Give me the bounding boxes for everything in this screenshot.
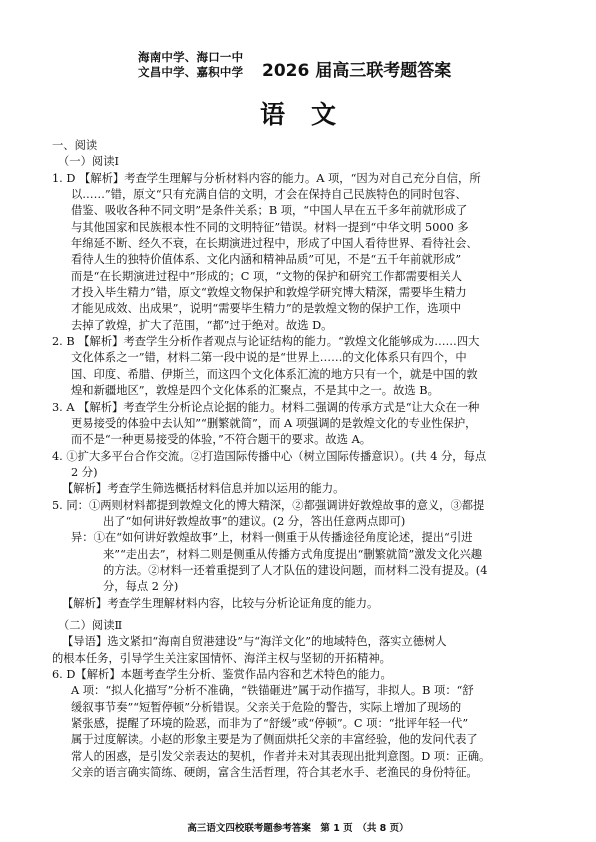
guide-line: 的根本任务，引导学生关注家国情怀、海洋主权与坚韧的开拓精神。: [52, 651, 391, 665]
answer-line: 的方法。②材料一还着重提到了人才队伍的建设问题，而材料二没有提及。(4: [103, 563, 488, 577]
answer-line: 属于过度解读。小赵的形象主要是为了侧面烘托父亲的丰富经验，他的发问代表了: [71, 733, 478, 747]
subsection-heading-reading-1: （一）阅读Ⅰ: [58, 155, 119, 169]
answer-line: 以……”错，原文“只有充满自信的文明，才会在保持自己民族特色的同时包容、: [71, 188, 467, 202]
guide-text: [52, 634, 562, 667]
answer-content: [52, 138, 562, 781]
answer-line: 更易接受的体验中去认知”“删繁就简”，而 A 项强调的是敦煌文化的专业性保护，: [71, 416, 477, 430]
answer-line: 缓叙事节奏”“短暂停顿”分析错误。父亲关于危险的警告，实际上增加了现场的: [71, 700, 462, 714]
answer-line: 而是“在长期演进过程中”形成的；C 项，“文物的保护和研究工作都需要相关人: [71, 269, 463, 283]
answer-line: 去掉了敦煌，扩大了范围，“都”过于绝对。故选 D。: [71, 318, 333, 332]
exam-title: 2026 届高三联考题答案: [262, 61, 452, 81]
answer-line: A 项：“拟人化描写”分析不准确，“铁锚砸进”属于动作描写，非拟人。B 项：“舒: [71, 684, 474, 698]
subsection-heading-reading-2: （二）阅读Ⅱ: [58, 618, 123, 632]
answer-line: 2. B 【解析】考查学生分析作者观点与论证结构的能力。“敦煌文化能够成为……四大: [52, 335, 480, 349]
answer-line: 借鉴、吸收各种不同文明”是条件关系；B 项，“中国人早在五千多年前就形成了: [71, 204, 468, 218]
section-heading-reading: 一、阅读: [52, 139, 98, 152]
answer-line: 煌和新疆地区”，敦煌是四个文化体系的汇聚点，不是其中之一。故选 B。: [71, 384, 439, 398]
schools-line-2: 文昌中学、嘉积中学: [138, 65, 244, 79]
answer-line: 异：①在“如何讲好敦煌故事”上，材料一侧重于从传播途径角度论述，提出“引进: [71, 531, 473, 545]
answer-line: 紧张感，提醒了环境的险恶，而非为了“舒缓”或“停顿”。C 项：“批评年轻一代”: [71, 717, 469, 731]
answer-line: 文化体系之一”错，材料二第一段中说的是“世界上……的文化体系只有四个，中: [71, 351, 467, 365]
guide-line: 【导语】选文紧扣“海南自贸港建设”与“海洋文化”的地域特色，落实立德树人: [62, 635, 447, 649]
answer-line: 出了“如何讲好敦煌故事”的建议。(2 分，答出任意两点即可): [103, 514, 406, 528]
answer-line: 国、印度、希腊、伊斯兰，而这四个文化体系汇流的地方只有一个，就是中国的敦: [71, 367, 478, 381]
page-footer: 高三语文四校联考题参考答案 第 1 页 （共 8 页）: [187, 823, 409, 834]
answer-q4: [52, 449, 562, 498]
answer-line: 父亲的语言确实简练、硬朗，富含生活哲理，符合其老水手、老渔民的身份特征。: [71, 766, 478, 780]
schools-line-1: 海南中学、海口一中: [138, 50, 244, 64]
answer-q1: [52, 171, 562, 334]
answer-line: 常人的困惑，是引发父亲表达的契机，作者并未对其表现出批判意图。D 项：正确。: [71, 749, 491, 763]
answer-line: 才投入毕生精力”错，原文“敦煌文物保护和敦煌学研究博大精深，需要毕生精力: [71, 286, 467, 300]
answer-line: 来”“走出去”，材料二则是侧重从传播方式角度提出“删繁就简”激发文化兴趣: [103, 547, 483, 561]
answer-line: 5. 同：①两则材料都提到敦煌文化的博大精深，②都强调讲好敦煌故事的意义，③都提: [52, 498, 485, 512]
answer-q3: [52, 400, 562, 449]
answer-line: 4. ①扩大多平台合作交流。②打造国际传播中心（树立国际传播意识）。(共 4 分，每点: [52, 449, 487, 463]
answer-line: 1. D 【解析】考查学生理解与分析材料内容的能力。A 项，“因为对自己充分自信，所: [52, 171, 481, 185]
analysis-line: 【解析】考查学生理解材料内容，比较与分析论证角度的能力。: [62, 596, 379, 610]
answer-line: 3. A 【解析】考查学生分析论点论据的能力。材料二强调的传承方式是“让大众在一种: [52, 400, 480, 414]
subject-title: 语文: [259, 100, 362, 129]
answer-line: 年绵延不断、经久不衰，在长期演进过程中，形成了中国人看待世界、看待社会、: [71, 237, 478, 251]
school-names: [138, 50, 243, 80]
answer-q2: [52, 334, 562, 399]
answer-q6: [52, 667, 562, 781]
answer-line: 与其他国家和民族根本性不同的文明特征”错误。材料一提到“中华文明 5000 多: [71, 220, 469, 234]
answer-line: 而不是“一种更易接受的体验，”不符合题干的要求。故选 A。: [71, 433, 372, 447]
analysis-line: 【解析】考查学生筛选概括材料信息并加以运用的能力。: [62, 482, 345, 496]
answer-line: 分，每点 2 分): [103, 580, 179, 594]
answer-line: 看待人生的独特价值体系、文化内涵和精神品质”可见，不是“五千年前就形成”: [71, 253, 462, 267]
answer-line: 2 分): [71, 465, 98, 479]
answer-line: 6. D【解析】本题考查学生分析、鉴赏作品内容和艺术特色的能力。: [52, 668, 392, 681]
answer-line: 才能见成效、出成果”，说明“需要毕生精力”的是敦煌文物的保护工作，选项中: [71, 302, 462, 316]
answer-q5: [52, 498, 562, 612]
